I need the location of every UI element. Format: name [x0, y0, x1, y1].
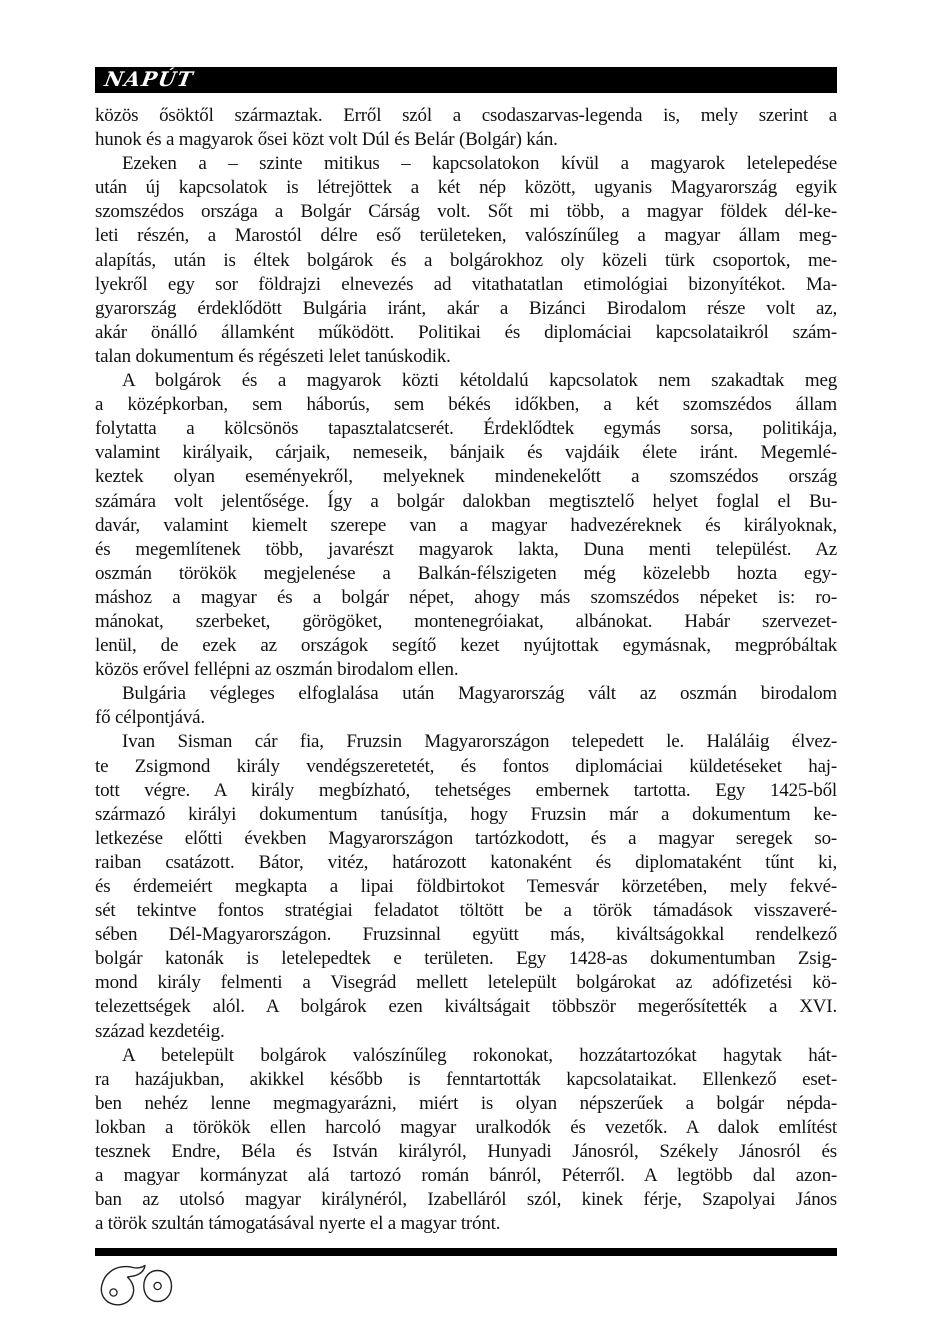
text-line: telezettségek alól. A bolgárok ezen kiváltságait többször megerősítették a XVI. — [95, 996, 837, 1018]
text-line: te Zsigmond király vendégszeretetét, és fontos diplomáciai küldetéseket haj- — [95, 755, 837, 777]
text-line: keztek olyan eseményekről, melyeknek mindenekelőtt a szomszédos ország — [95, 466, 837, 488]
text-line: sét tekintve fontos stratégiai feladatot töltött be a török támadások visszaveré- — [95, 900, 837, 922]
text-line: közös erővel fellépni az oszmán birodalom ellen. — [95, 659, 459, 681]
text-line: alapítás, után is éltek bolgárok és a bolgárokhoz oly közeli türk csoportok, me- — [95, 249, 837, 271]
text-line: század kezdetéig. — [95, 1020, 225, 1042]
text-line: tesznek Endre, Béla és István királyról, Hunyadi Jánosról, Székely Jánosról és — [95, 1141, 837, 1163]
text-line: oszmán törökök megjelenése a Balkán-félszigeten még közelebb hozta egy- — [95, 562, 837, 584]
text-line: tott végre. A király megbízható, tehetséges embernek tartotta. Egy 1425-ből — [95, 779, 837, 801]
text-line: és érdemeiért megkapta a lipai földbirtokot Temesvár körzetében, mely fekvé- — [95, 876, 837, 897]
text-line: a középkorban, sem háborús, sem békés időkben, a két szomszédos állam — [95, 394, 837, 416]
text-line: a török szultán támogatásával nyerte el a magyar trónt. — [95, 1213, 501, 1235]
text-line: közös ősöktől származtak. Erről szól a csodaszarvas-legenda is, mely szerint a — [95, 105, 837, 126]
text-line: lenül, de ezek az országok segítő kezet nyújtottak egymásnak, megpróbáltak — [95, 635, 837, 657]
text-line: származó királyi dokumentum tanúsítja, hogy Fruzsin már a dokumentum ke- — [95, 803, 837, 825]
text-line: A betelepült bolgárok valószínűleg rokonokat, hozzátartozókat hagytak hát- — [122, 1044, 837, 1066]
page-number — [96, 1263, 176, 1307]
text-line: leti részén, a Marostól délre eső területeken, valószínűleg a magyar állam meg- — [95, 225, 837, 247]
text-line: lokban a törökök ellen harcoló magyar uralkodók és vezetők. A dalok említést — [95, 1116, 837, 1138]
text-line: ra hazájukban, akikkel később is fenntartották kapcsolataikat. Ellenkező eset- — [95, 1068, 837, 1090]
text-line: mond király felmenti a Visegrád mellett letelepült bolgárokat az adófizetési kö- — [95, 972, 837, 994]
naput-logo: NAPÚT — [102, 67, 196, 91]
text-line: Ezeken a – szinte mitikus – kapcsolatokon kívül a magyarok letelepedése — [122, 153, 837, 175]
text-line: számára volt jelentősége. Így a bolgár dalokban megtisztelő helyet foglal el Bu- — [95, 490, 837, 512]
masthead-bar — [95, 67, 837, 93]
text-line: után új kapcsolatok is létrejöttek a két nép között, ugyanis Magyarország egyik — [95, 177, 837, 199]
text-line: folytatta a kölcsönös tapasztalatcserét. Érdeklődtek egymás sorsa, politikája, — [95, 418, 837, 440]
text-line: hunok és a magyarok ősei közt volt Dúl és Belár (Bolgár) kán. — [95, 129, 558, 151]
text-line: és megemlítenek több, javarészt magyarok lakta, Duna menti települést. Az — [95, 538, 837, 560]
text-line: bolgár katonák is letelepedtek e területen. Egy 1428-as dokumentumban Zsig- — [95, 948, 837, 970]
text-line: talan dokumentum és régészeti lelet tanúskodik. — [95, 345, 451, 367]
text-line: sében Dél-Magyarországon. Fruzsinnal együtt más, kiváltságokkal rendelkező — [95, 924, 837, 946]
text-line: fő célpontjává. — [95, 707, 205, 729]
text-line: akár önálló államként működött. Politikai és diplomáciai kapcsolataikról szám- — [95, 321, 837, 343]
text-line: ban az utolsó magyar királynéról, Izabelláról szól, kinek férje, Szapolyai János — [95, 1189, 837, 1211]
page-number-60-glyph — [96, 1263, 176, 1307]
text-line: máshoz a magyar és a bolgár népet, ahogy más szomszédos népeket is: ro- — [95, 586, 837, 608]
text-line: raiban csatázott. Bátor, vitéz, határozott katonaként és diplomataként tűnt ki, — [95, 851, 837, 873]
text-line: gyarország érdeklődött Bulgária iránt, akár a Bizánci Birodalom része volt az, — [95, 297, 837, 319]
text-line: Bulgária végleges elfoglalása után Magyarország vált az oszmán birodalom — [122, 683, 837, 705]
text-line: letkezése előtti években Magyarországon tartózkodott, és a magyar seregek so- — [95, 827, 837, 849]
text-line: szomszédos országa a Bolgár Cárság volt. Sőt mi több, a magyar földek dél-ke- — [95, 201, 837, 223]
text-line: a magyar kormányzat alá tartozó román bánról, Péterről. A legtöbb dal azon- — [95, 1165, 837, 1187]
text-line: lyekről egy sor földrajzi elnevezés ad vitathatatlan etimológiai bizonyítékot. Ma- — [95, 273, 837, 295]
text-line: ben nehéz lenne megmagyarázni, miért is olyan népszerűek a bolgár népda- — [95, 1092, 837, 1114]
footer-rule — [95, 1248, 837, 1256]
article-body — [95, 104, 837, 1236]
text-line: A bolgárok és a magyarok közti kétoldalú kapcsolatok nem szakadtak meg — [122, 370, 837, 392]
text-line: davár, valamint kiemelt szerepe van a magyar hadvezéreknek és királyoknak, — [95, 514, 837, 536]
text-line: valamint királyaik, cárjaik, nemeseik, bánjaik és vajdáik élete iránt. Megemlé- — [95, 442, 837, 464]
text-line: Ivan Sisman cár fia, Fruzsin Magyarországon telepedett le. Haláláig élvez- — [122, 731, 837, 753]
text-line: mánokat, szerbeket, görögöket, montenegróiakat, albánokat. Habár szervezet- — [95, 610, 837, 632]
